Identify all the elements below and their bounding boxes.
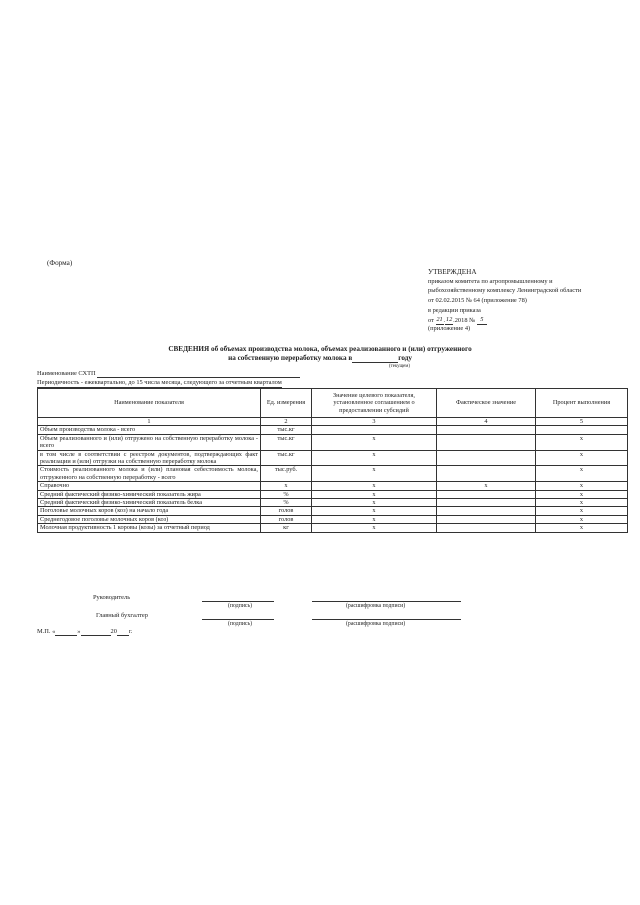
target-value-cell: х: [312, 434, 437, 450]
header-cell: Наименование показателя: [38, 389, 261, 418]
head-decode-field[interactable]: [312, 601, 461, 602]
indicator-name-cell: Средний фактический физико-химический показатель жира: [38, 490, 261, 498]
approval-line: от 02.02.2015 № 64 (приложение 78): [428, 297, 527, 304]
table-row: [38, 490, 628, 498]
unit-cell: голов: [261, 507, 312, 515]
unit-cell: %: [261, 499, 312, 507]
percent-cell: х: [536, 524, 628, 532]
target-value-cell: [312, 426, 437, 434]
org-name-label: Наименование СХТП: [37, 370, 96, 377]
unit-cell: тыс.кг: [261, 426, 312, 434]
table-row: [38, 515, 628, 523]
actual-value-cell[interactable]: [437, 434, 536, 450]
actual-value-cell[interactable]: [437, 507, 536, 515]
table-row: [38, 426, 628, 434]
doc-title-line2: на собственную переработку молока в году: [228, 354, 412, 362]
header-cell: Фактическое значение: [437, 389, 536, 418]
approval-line: (приложение 4): [428, 325, 471, 332]
sign-hint: (подпись): [228, 621, 253, 627]
target-value-cell: х: [312, 450, 437, 466]
target-value-cell: х: [312, 524, 437, 532]
column-number: 4: [437, 418, 536, 426]
approval-order-date: от 21.12.2018 № 5: [428, 316, 487, 325]
target-value-cell: х: [312, 499, 437, 507]
actual-value-cell[interactable]: [437, 466, 536, 482]
actual-value-cell[interactable]: [437, 426, 536, 434]
header-cell: Значение целевого показателя, установленное соглашением о предоставлении субсидий: [312, 389, 437, 418]
year-hint: (текущем): [389, 364, 410, 369]
target-value-cell: х: [312, 490, 437, 498]
percent-cell: х: [536, 450, 628, 466]
actual-value-cell[interactable]: [437, 524, 536, 532]
stamp-label: М.П. «: [37, 628, 56, 635]
decode-hint: (расшифровка подписи): [346, 603, 406, 609]
percent-cell: х: [536, 499, 628, 507]
actual-value-cell[interactable]: [437, 450, 536, 466]
stamp-date-row: М.П. « » 20 г.: [37, 628, 133, 635]
indicator-name-cell: Среднегодовое поголовье молочных коров (коз): [38, 515, 261, 523]
table-row: [38, 482, 628, 490]
table-header-row: [38, 389, 628, 418]
head-signature-field[interactable]: [202, 601, 274, 602]
indicator-name-cell: Молочная продуктивность 1 коровы (козы) за отчетный период: [38, 524, 261, 532]
column-number: 1: [38, 418, 261, 426]
column-number: 2: [261, 418, 312, 426]
approval-line: в редакции приказа: [428, 307, 481, 314]
header-cell: Процент выполнения: [536, 389, 628, 418]
column-number: 5: [536, 418, 628, 426]
year-field[interactable]: [352, 355, 398, 363]
indicator-name-cell: Средний фактический физико-химический показатель белка: [38, 499, 261, 507]
percent-cell: х: [536, 482, 628, 490]
percent-cell: х: [536, 466, 628, 482]
indicator-name-cell: Объем производства молока - всего: [38, 426, 261, 434]
approval-title: УТВЕРЖДЕНА: [428, 268, 477, 276]
approval-line: рыбохозяйственному комплексу Ленинградской области: [428, 287, 582, 294]
unit-cell: голов: [261, 515, 312, 523]
stamp-month-field[interactable]: [81, 629, 111, 636]
org-name-row: [37, 370, 300, 378]
indicator-name-cell: Справочно: [38, 482, 261, 490]
indicators-table: [37, 388, 628, 533]
percent-cell: х: [536, 507, 628, 515]
actual-value-cell[interactable]: [437, 499, 536, 507]
table-row: [38, 434, 628, 450]
doc-title: СВЕДЕНИЯ об объемах производства молока, объемах реализованного и (или) отгруженного: [168, 345, 472, 353]
unit-cell: %: [261, 490, 312, 498]
unit-cell: тыс.кг: [261, 450, 312, 466]
approval-day: 21: [436, 316, 443, 323]
actual-value-cell[interactable]: [437, 490, 536, 498]
target-value-cell: х: [312, 482, 437, 490]
indicator-name-cell: Поголовье молочных коров (коз) на начало года: [38, 507, 261, 515]
approval-month: 12: [445, 316, 453, 323]
table-row: [38, 507, 628, 515]
indicator-name-cell: Стоимость реализованного молока и (или) плановая себестоимость молока, отгруженного на собственную переработку - всего: [38, 466, 261, 482]
target-value-cell: х: [312, 515, 437, 523]
accountant-decode-field[interactable]: [312, 619, 461, 620]
header-cell: Ед. измерения: [261, 389, 312, 418]
form-label: (Форма): [47, 259, 73, 267]
table-row: [38, 450, 628, 466]
percent-cell: [536, 426, 628, 434]
percent-cell: х: [536, 434, 628, 450]
indicator-name-cell: Объем реализованного и (или) отгружено на собственную переработку молока - всего: [38, 434, 261, 450]
target-value-cell: х: [312, 466, 437, 482]
target-value-cell: х: [312, 507, 437, 515]
table-row: [38, 499, 628, 507]
head-label: Руководитель: [93, 594, 131, 601]
actual-value-cell: х: [437, 482, 536, 490]
percent-cell: х: [536, 490, 628, 498]
unit-cell: кг: [261, 524, 312, 532]
table-row: [38, 524, 628, 532]
approval-line: приказом комитета по агропромышленному и: [428, 278, 553, 285]
org-name-field[interactable]: [97, 371, 300, 378]
accountant-label: Главный бухгалтер: [96, 612, 148, 619]
unit-cell: тыс.кг: [261, 434, 312, 450]
periodicity: Периодичность - ежеквартально, до 15 числа месяца, следующего за отчетным кварталом: [37, 379, 282, 386]
indicator-name-cell: в том числе в соответствии с реестром документов, подтверждающих факт реализации и (или) отгрузки на собственную переработку молока: [38, 450, 261, 466]
column-number: 3: [312, 418, 437, 426]
actual-value-cell[interactable]: [437, 515, 536, 523]
accountant-signature-field[interactable]: [202, 619, 274, 620]
unit-cell: х: [261, 482, 312, 490]
percent-cell: х: [536, 515, 628, 523]
decode-hint: (расшифровка подписи): [346, 621, 406, 627]
stamp-day-field[interactable]: [55, 629, 77, 636]
table-row: [38, 466, 628, 482]
approval-number: 5: [477, 316, 487, 325]
stamp-year-field[interactable]: [117, 629, 129, 636]
sign-hint: (подпись): [228, 603, 253, 609]
unit-cell: тыс.руб.: [261, 466, 312, 482]
column-number-row: [38, 418, 628, 426]
